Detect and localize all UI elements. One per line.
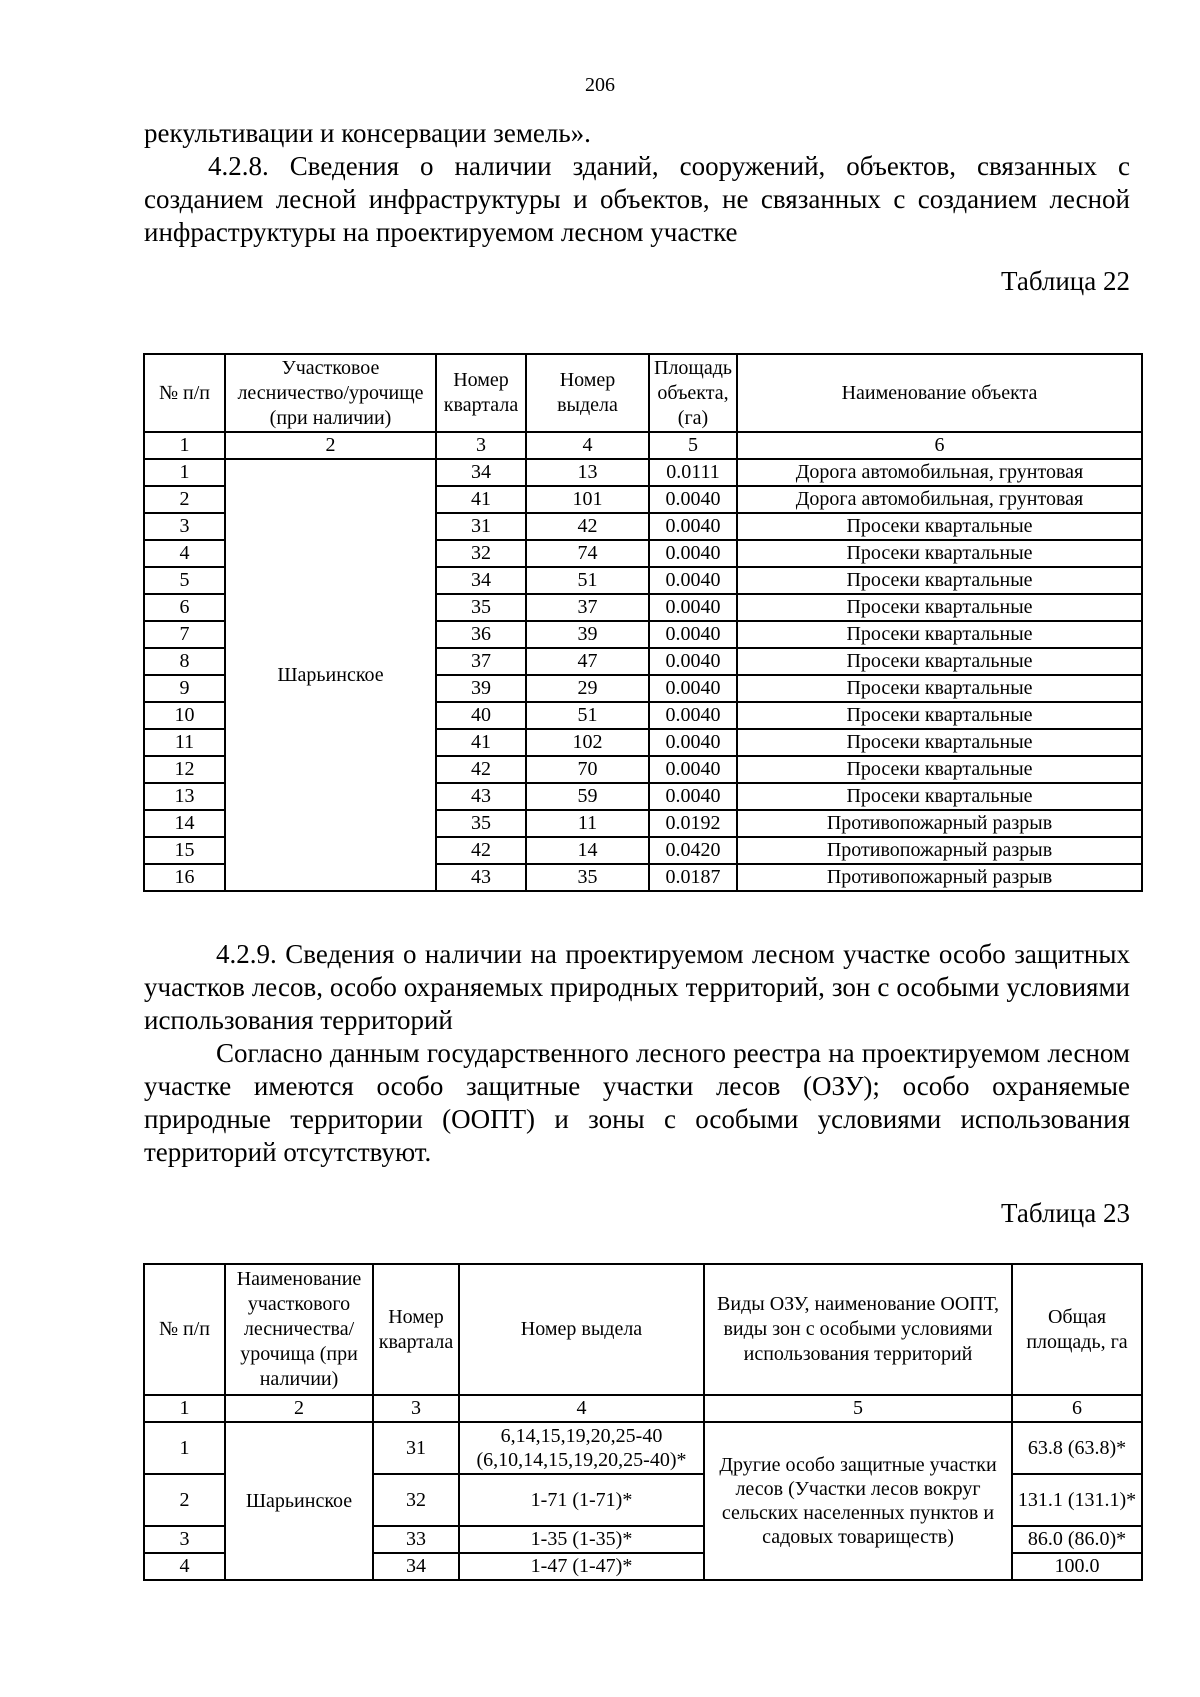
t22-cell-plot: 51 [526,702,649,729]
t22-cell-quarter: 36 [436,621,526,648]
t22-cell-num: 4 [144,540,225,567]
t22-cell-num: 8 [144,648,225,675]
t22-header-object-name: Наименование объекта [737,354,1142,432]
t22-cell-name: Противопожарный разрыв [737,837,1142,864]
t23-colnum: 4 [459,1395,704,1422]
t22-cell-area: 0.0040 [649,621,737,648]
t22-cell-name: Противопожарный разрыв [737,864,1142,891]
t22-cell-plot: 37 [526,594,649,621]
t22-cell-name: Просеки квартальные [737,540,1142,567]
t22-cell-area: 0.0040 [649,783,737,810]
t22-cell-num: 9 [144,675,225,702]
t23-cell-area: 131.1 (131.1)* [1012,1474,1142,1526]
t23-header-plot: Номер выдела [459,1264,704,1395]
section-4-2-9-heading: 4.2.9. Сведения о наличии на проектируемом лесном участке особо защитных участков лесов, особо охраняемых природных территорий, зон с особыми условиями использования территорий [144,939,1130,1035]
t22-cell-plot: 74 [526,540,649,567]
t22-cell-name: Просеки квартальные [737,702,1142,729]
section-4-2-8-heading: 4.2.8. Сведения о наличии зданий, сооружений, объектов, связанных с созданием лесной инфраструктуры и объектов, не связанных с созданием лесной инфраструктуры на проектируемом лесном участке [144,151,1130,247]
t22-cell-quarter: 41 [436,486,526,513]
t23-colnum: 2 [225,1395,373,1422]
t22-cell-quarter: 41 [436,729,526,756]
t22-cell-name: Просеки квартальные [737,594,1142,621]
t22-cell-quarter: 40 [436,702,526,729]
t22-header-district: Участковое лесничество/урочище (при наличии) [225,354,436,432]
t23-cell-quarter: 33 [373,1526,459,1553]
t22-cell-quarter: 35 [436,594,526,621]
t22-cell-num: 13 [144,783,225,810]
t22-header-area: Площадь объекта, (га) [649,354,737,432]
t22-cell-name: Просеки квартальные [737,567,1142,594]
t22-cell-num: 14 [144,810,225,837]
t22-cell-name: Противопожарный разрыв [737,810,1142,837]
t23-header-quarter: Номер квартала [373,1264,459,1395]
t22-cell-area: 0.0040 [649,648,737,675]
t23-cell-num: 3 [144,1526,225,1553]
t22-cell-plot: 29 [526,675,649,702]
t22-colnum: 3 [436,432,526,459]
t22-cell-plot: 51 [526,567,649,594]
t22-cell-plot: 102 [526,729,649,756]
table-22-caption: Таблица 22 [1001,266,1130,296]
page-number: 206 [585,74,615,96]
t22-cell-area: 0.0040 [649,513,737,540]
t23-cell-plots: 1-35 (1-35)* [459,1526,704,1553]
t23-cell-num: 1 [144,1422,225,1474]
t22-cell-name: Просеки квартальные [737,648,1142,675]
t22-cell-quarter: 35 [436,810,526,837]
t22-cell-quarter: 34 [436,459,526,486]
t22-cell-area: 0.0192 [649,810,737,837]
t23-cell-area: 63.8 (63.8)* [1012,1422,1142,1474]
intro-line: рекультивации и консервации земель». [144,118,591,148]
t22-cell-plot: 70 [526,756,649,783]
t22-cell-num: 10 [144,702,225,729]
t23-colnum: 3 [373,1395,459,1422]
t22-cell-num: 7 [144,621,225,648]
t22-header-num: № п/п [144,354,225,432]
table-row [144,459,1142,486]
t22-district-cell: Шарьинское [225,459,436,891]
t22-cell-plot: 35 [526,864,649,891]
t22-cell-quarter: 39 [436,675,526,702]
t22-cell-num: 1 [144,459,225,486]
table-23 [143,1263,1143,1581]
t22-cell-area: 0.0187 [649,864,737,891]
t22-cell-area: 0.0111 [649,459,737,486]
t22-cell-name: Просеки квартальные [737,756,1142,783]
t22-cell-quarter: 43 [436,864,526,891]
t22-colnum: 2 [225,432,436,459]
t22-cell-area: 0.0040 [649,567,737,594]
t22-cell-num: 12 [144,756,225,783]
t22-cell-area: 0.0040 [649,540,737,567]
t23-header-ozu-type: Виды ОЗУ, наименование ООПТ, виды зон с особыми условиями использования территорий [704,1264,1012,1395]
t23-cell-num: 2 [144,1474,225,1526]
t22-column-numbers-row [144,432,1142,459]
t23-colnum: 5 [704,1395,1012,1422]
t22-cell-quarter: 43 [436,783,526,810]
table-23-caption: Таблица 23 [1001,1198,1130,1228]
t22-cell-num: 6 [144,594,225,621]
t22-cell-name: Дорога автомобильная, грунтовая [737,459,1142,486]
table-row [144,1422,1142,1474]
t22-cell-name: Просеки квартальные [737,675,1142,702]
t23-header-num: № п/п [144,1264,225,1395]
t23-header-district: Наименование участкового лесничества/ урочища (при наличии) [225,1264,373,1395]
t23-cell-quarter: 34 [373,1553,459,1580]
t22-cell-name: Просеки квартальные [737,783,1142,810]
section-4-2-9-paragraph: Согласно данным государственного лесного реестра на проектируемом лесном участке имеются особо защитные участки лесов (ОЗУ); особо охраняемые природные территории (ООПТ) и зоны с особыми условиями использования территорий отсутствуют. [144,1038,1130,1167]
t22-cell-num: 15 [144,837,225,864]
t22-cell-name: Просеки квартальные [737,513,1142,540]
t22-colnum: 1 [144,432,225,459]
t23-cell-plots: 1-71 (1-71)* [459,1474,704,1526]
t22-cell-area: 0.0040 [649,486,737,513]
t23-cell-num: 4 [144,1553,225,1580]
t22-cell-plot: 42 [526,513,649,540]
t22-cell-area: 0.0040 [649,756,737,783]
t22-cell-plot: 14 [526,837,649,864]
t22-cell-num: 11 [144,729,225,756]
t22-cell-plot: 39 [526,621,649,648]
t23-cell-area: 86.0 (86.0)* [1012,1526,1142,1553]
t22-cell-plot: 59 [526,783,649,810]
t22-cell-area: 0.0040 [649,594,737,621]
t22-cell-name: Дорога автомобильная, грунтовая [737,486,1142,513]
t22-colnum: 4 [526,432,649,459]
t23-colnum: 6 [1012,1395,1142,1422]
t22-cell-num: 5 [144,567,225,594]
t22-cell-quarter: 32 [436,540,526,567]
t23-column-numbers-row [144,1395,1142,1422]
t23-cell-plots: 1-47 (1-47)* [459,1553,704,1580]
t23-cell-quarter: 31 [373,1422,459,1474]
t22-cell-plot: 101 [526,486,649,513]
t22-cell-name: Просеки квартальные [737,621,1142,648]
t22-cell-quarter: 42 [436,837,526,864]
table-22 [143,353,1143,892]
t22-cell-area: 0.0040 [649,702,737,729]
t22-header-quarter: Номер квартала [436,354,526,432]
t22-cell-area: 0.0420 [649,837,737,864]
t22-cell-num: 2 [144,486,225,513]
t22-cell-area: 0.0040 [649,675,737,702]
t22-cell-quarter: 34 [436,567,526,594]
t22-cell-quarter: 31 [436,513,526,540]
t23-cell-quarter: 32 [373,1474,459,1526]
t22-cell-plot: 13 [526,459,649,486]
t22-cell-name: Просеки квартальные [737,729,1142,756]
t23-header-area: Общая площадь, га [1012,1264,1142,1395]
t23-cell-area: 100.0 [1012,1553,1142,1580]
t23-colnum: 1 [144,1395,225,1422]
t22-cell-plot: 11 [526,810,649,837]
t23-district-cell: Шарьинское [225,1422,373,1580]
t22-cell-quarter: 42 [436,756,526,783]
t22-cell-area: 0.0040 [649,729,737,756]
t22-cell-num: 16 [144,864,225,891]
t22-colnum: 5 [649,432,737,459]
t23-ozu-type-cell: Другие особо защитные участки лесов (Участки лесов вокруг сельских населенных пунктов и садовых товариществ) [704,1422,1012,1580]
t22-cell-quarter: 37 [436,648,526,675]
t22-cell-num: 3 [144,513,225,540]
t23-cell-plots: 6,14,15,19,20,25-40 (6,10,14,15,19,20,25-40)* [459,1422,704,1474]
t22-cell-plot: 47 [526,648,649,675]
t22-header-plot: Номер выдела [526,354,649,432]
t22-colnum: 6 [737,432,1142,459]
